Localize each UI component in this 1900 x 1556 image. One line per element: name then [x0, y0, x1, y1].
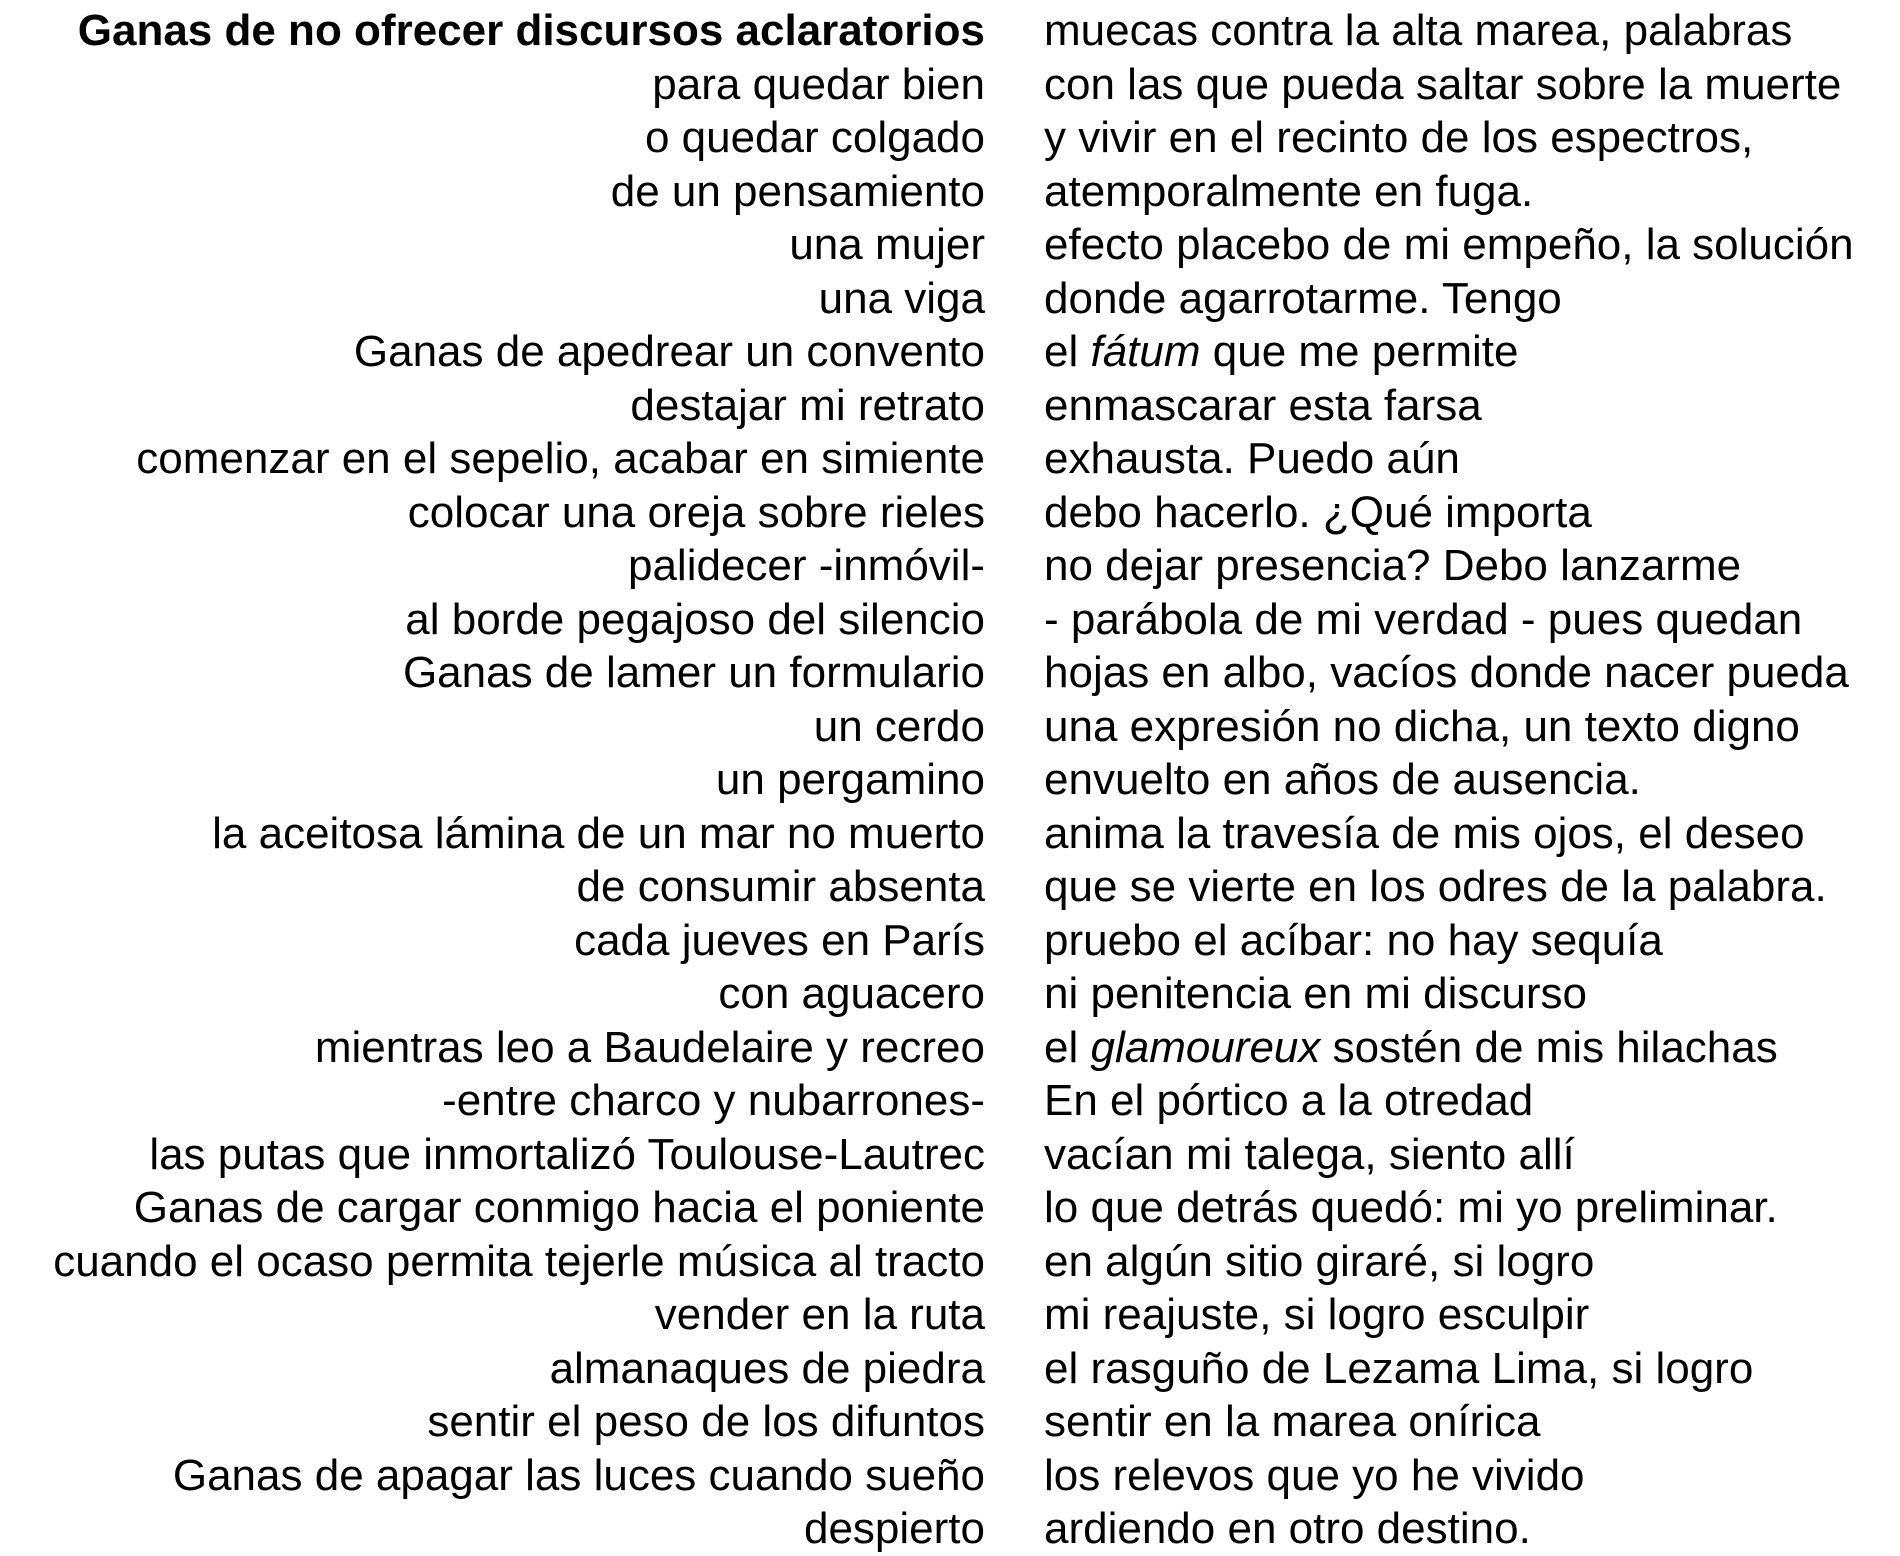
right-line-pre: el: [1044, 1022, 1091, 1072]
left-line: almanaques de piedra: [549, 1343, 985, 1393]
italic-word: glamoureux: [1090, 1022, 1321, 1072]
left-line: cada jueves en París: [574, 915, 985, 965]
left-line: palidecer -inmóvil-: [627, 541, 985, 590]
right-line: y vivir en el recinto de los espectros,: [1044, 113, 1754, 162]
left-line: una viga: [818, 273, 985, 323]
right-line: donde agarrotarme. Tengo: [1044, 273, 1562, 323]
left-line: la aceitosa lámina de un mar no muerto: [212, 808, 985, 858]
left-line: con aguacero: [718, 969, 985, 1018]
right-line: - parábola de mi verdad - pues quedan: [1044, 594, 1803, 644]
left-line: comenzar en el sepelio, acabar en simiente: [136, 434, 985, 483]
left-line: un pergamino: [715, 755, 985, 804]
right-line-post: que me permite: [1200, 327, 1519, 376]
right-line: sentir en la marea onírica: [1044, 1397, 1541, 1446]
right-line: envuelto en años de ausencia.: [1044, 755, 1641, 804]
left-line: colocar una oreja sobre rieles: [407, 487, 985, 537]
right-line: los relevos que yo he vivido: [1044, 1450, 1585, 1500]
left-line: para quedar bien: [652, 59, 985, 109]
right-line: muecas contra la alta marea, palabras: [1044, 6, 1793, 55]
right-line: con las que pueda saltar sobre la muerte: [1044, 59, 1842, 109]
left-line: Ganas de apedrear un convento: [353, 327, 985, 376]
left-line: un cerdo: [813, 701, 985, 751]
left-line-title: Ganas de no ofrecer discursos aclaratorios: [77, 6, 985, 55]
left-line: de un pensamiento: [610, 166, 985, 216]
right-line: debo hacerlo. ¿Qué importa: [1044, 487, 1592, 537]
right-line: En el pórtico a la otredad: [1044, 1076, 1534, 1125]
left-line: Ganas de lamer un formulario: [402, 648, 985, 697]
right-line: atemporalmente en fuga.: [1044, 166, 1534, 216]
right-line: no dejar presencia? Debo lanzarme: [1044, 541, 1742, 590]
italic-word: fátum: [1090, 327, 1201, 376]
right-column: [1044, 4, 1900, 1556]
left-line: despierto: [803, 1504, 985, 1553]
left-line: Ganas de cargar conmigo hacia el poniente: [133, 1183, 985, 1232]
right-line: ardiendo en otro destino.: [1044, 1504, 1531, 1553]
left-line: o quedar colgado: [644, 113, 985, 162]
left-line: mientras leo a Baudelaire y recreo: [314, 1022, 985, 1072]
left-line: cuando el ocaso permita tejerle música al tracto: [53, 1236, 985, 1286]
right-line: mi reajuste, si logro esculpir: [1044, 1290, 1590, 1339]
right-line: enmascarar esta farsa: [1044, 380, 1482, 430]
right-line: vacían mi talega, siento allí: [1044, 1129, 1575, 1179]
left-line: vender en la ruta: [654, 1290, 985, 1339]
right-line: ni penitencia en mi discurso: [1044, 969, 1587, 1018]
left-line: destajar mi retrato: [630, 380, 985, 430]
right-line: hojas en albo, vacíos donde nacer pueda: [1044, 648, 1849, 697]
right-line-glamoureux: [1044, 1021, 1900, 1075]
left-line: una mujer: [789, 220, 985, 269]
right-line-post: sostén de mis hilachas: [1320, 1022, 1778, 1072]
right-line: en algún sitio giraré, si logro: [1044, 1236, 1595, 1286]
right-line-pre: el: [1044, 327, 1091, 376]
right-line: una expresión no dicha, un texto digno: [1044, 701, 1800, 751]
left-line: al borde pegajoso del silencio: [405, 594, 985, 644]
right-line: exhausta. Puedo aún: [1044, 434, 1460, 483]
left-line: -entre charco y nubarrones-: [442, 1076, 985, 1125]
left-line: las putas que inmortalizó Toulouse-Lautrec: [149, 1129, 985, 1179]
right-line: pruebo el acíbar: no hay sequía: [1044, 915, 1663, 965]
left-column: [0, 4, 985, 1556]
right-line: el rasguño de Lezama Lima, si logro: [1044, 1343, 1754, 1393]
left-line: de consumir absenta: [576, 862, 985, 911]
right-line: efecto placebo de mi empeño, la solución: [1044, 220, 1854, 269]
right-line: que se vierte en los odres de la palabra.: [1044, 862, 1827, 911]
right-line: anima la travesía de mis ojos, el deseo: [1044, 808, 1805, 858]
right-line: lo que detrás quedó: mi yo preliminar.: [1044, 1183, 1778, 1232]
right-line-fatum: [1044, 325, 1900, 379]
left-line: Ganas de apagar las luces cuando sueño: [172, 1450, 985, 1500]
left-line: sentir el peso de los difuntos: [427, 1397, 985, 1446]
